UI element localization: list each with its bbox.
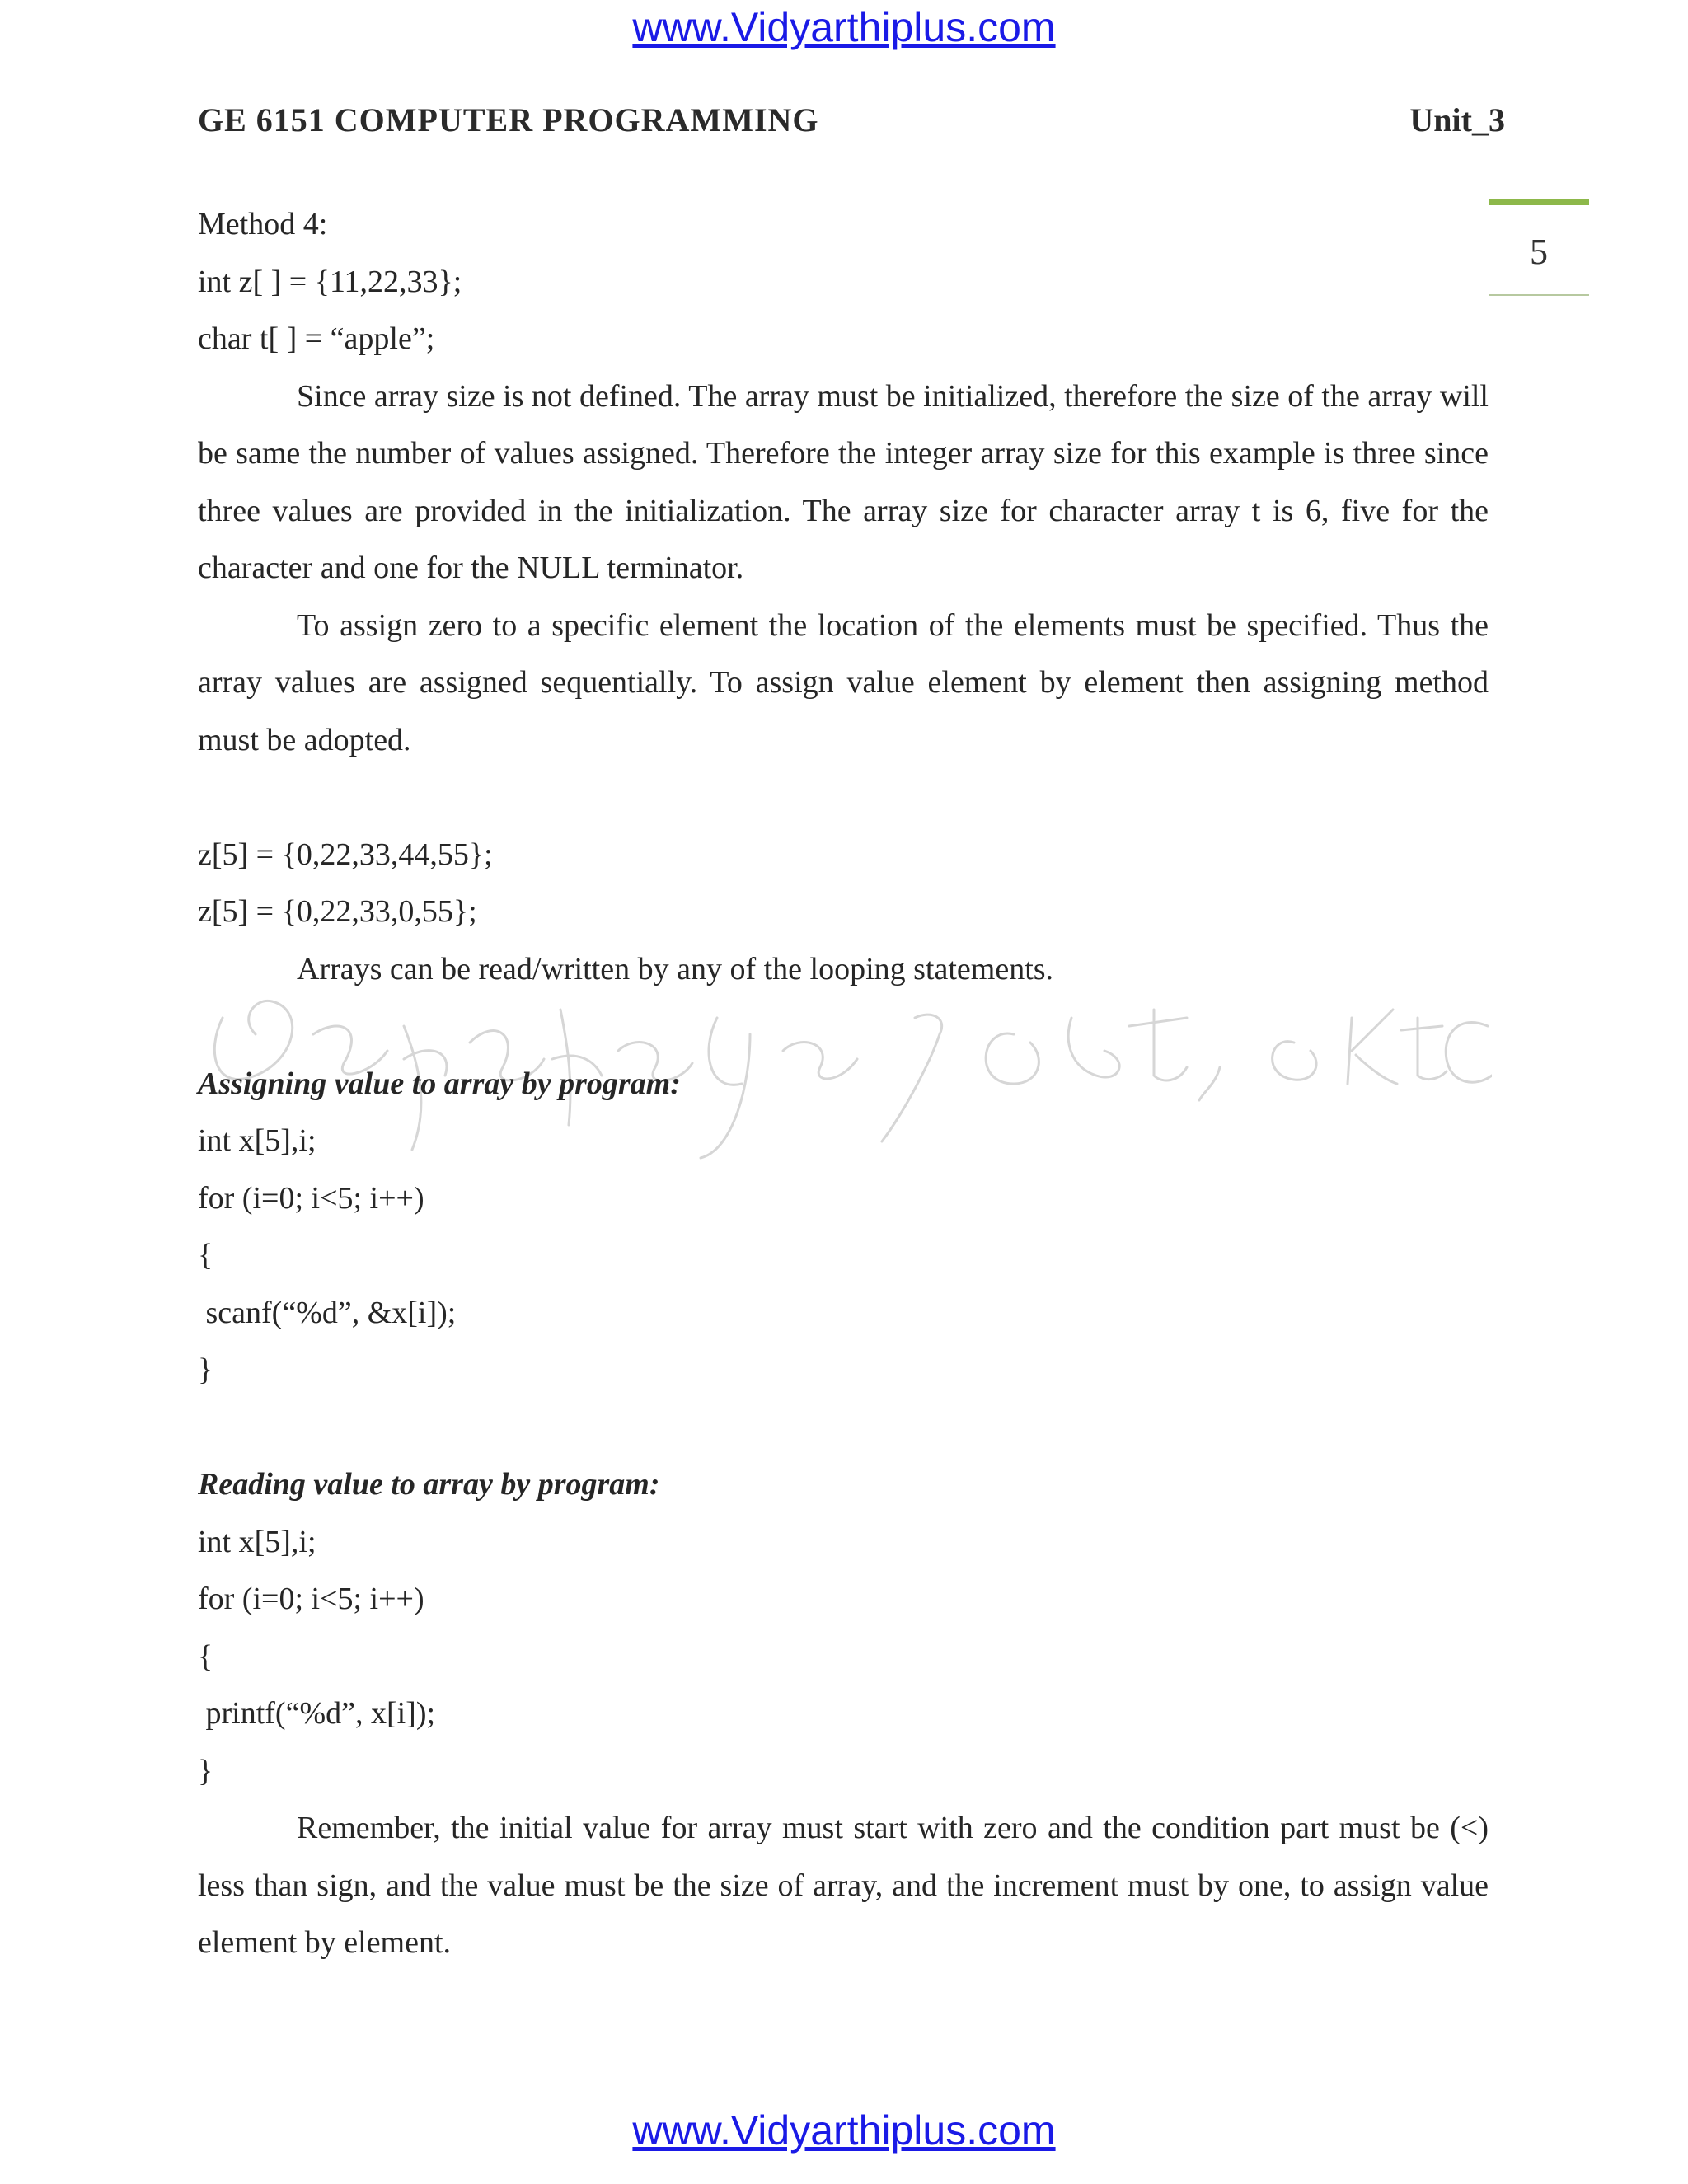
code-line: for (i=0; i<5; i++) [198, 1582, 424, 1616]
code-line: z[5] = {0,22,33,44,55}; [198, 837, 493, 872]
paragraph: To assign zero to a specific element the location of the elements must be specified. Thus the array values are assigned sequentially. To assign value element by element then assigning method must be adopted. [198, 607, 1489, 757]
course-title: GE 6151 COMPUTER PROGRAMMING [198, 101, 819, 138]
code-line: } [198, 1753, 213, 1788]
site-link-bottom[interactable]: www.Vidyarthiplus.com [632, 2107, 1056, 2154]
spacer [198, 1399, 1489, 1457]
code-line: int x[5],i; [198, 1123, 316, 1158]
method-label: Method 4: [198, 207, 328, 241]
site-link-top[interactable]: www.Vidyarthiplus.com [632, 4, 1056, 50]
paragraph: Remember, the initial value for array must start with zero and the condition part must be (<) less than sign, and the value must be the size of array, and the increment must by one, to assign value element by element. [198, 1811, 1489, 1960]
section-heading: Reading value to array by program: [198, 1467, 660, 1502]
code-line: scanf(“%d”, &x[i]); [198, 1295, 457, 1330]
code-line: { [198, 1238, 213, 1272]
paragraph: Arrays can be read/written by any of the looping statements. [297, 951, 1054, 987]
code-line: char t[ ] = “apple”; [198, 321, 435, 356]
spacer [198, 769, 1489, 827]
section-heading: Assigning value to array by program: [198, 1066, 681, 1101]
page-number: 5 [1530, 232, 1548, 272]
page-number-rule-bottom [1489, 294, 1589, 296]
spacer [198, 998, 1489, 1056]
code-line: for (i=0; i<5; i++) [198, 1180, 424, 1216]
code-line: { [198, 1638, 213, 1674]
code-line: } [198, 1352, 213, 1387]
document-body [198, 196, 1489, 1972]
page-number-rule-top [1489, 199, 1589, 205]
code-line: printf(“%d”, x[i]); [198, 1696, 436, 1731]
code-line: int x[5],i; [198, 1524, 316, 1559]
paragraph: Since array size is not defined. The array must be initialized, therefore the size of the array will be same the number of values assigned. Therefore the integer array size for this example is three since three values are provided in the initialization. The array size for character array t is 6, five for the character and one for the NULL terminator. [198, 378, 1489, 585]
unit-label: Unit_3 [1409, 101, 1505, 138]
code-line: int z[ ] = {11,22,33}; [198, 264, 462, 299]
code-line: z[5] = {0,22,33,0,55}; [198, 894, 477, 929]
